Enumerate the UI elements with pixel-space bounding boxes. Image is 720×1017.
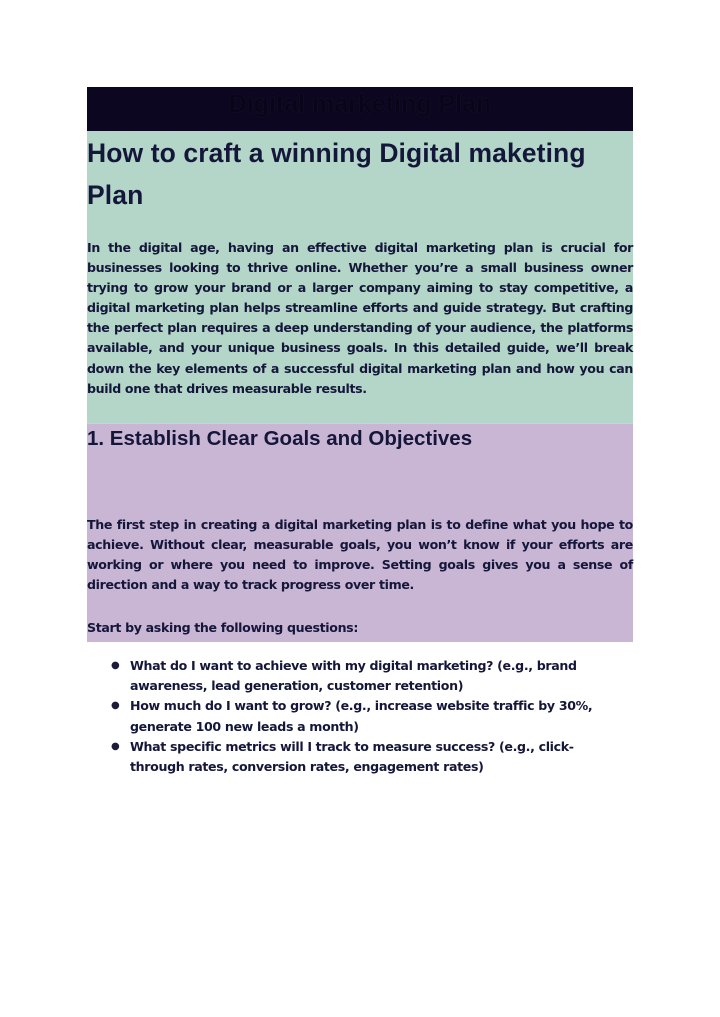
- bullet-icon: ●: [111, 740, 120, 752]
- intro-section: [87, 131, 633, 423]
- goals-heading: 1. Establish Clear Goals and Objectives: [87, 426, 473, 450]
- goals-paragraph: The first step in creating a digital marketing plan is to define what you hope to achieve. Without clear, measurable goals, you won’t know if your efforts are working or where you need to improve. Setting goals gives you a sense of direction and a way to track progress over time.: [87, 516, 633, 593]
- questions-list: [87, 656, 633, 777]
- question-text: What do I want to achieve with my digital marketing? (e.g., brand awareness, lead generation, customer retention): [130, 658, 577, 694]
- list-item: [87, 737, 633, 777]
- question-text: How much do I want to grow? (e.g., increase website traffic by 30%, generate 100 new leads a month): [130, 698, 593, 734]
- header-bar: [87, 87, 633, 131]
- intro-paragraph: In the digital age, having an effective digital marketing plan is crucial for businesses looking to thrive online. Whether you’re a small business owner trying to grow your brand or a larger company aiming to stay competitive, a digital marketing plan helps streamline efforts and guide strategy. But crafting the perfect plan requires a deep understanding of your audience, the platforms available, and your unique business goals. In this detailed guide, we’ll break down the key elements of a successful digital marketing plan and how you can build one that drives measurable results.: [87, 240, 633, 396]
- document-page: [87, 87, 633, 777]
- questions-intro: Start by asking the following questions:: [87, 620, 359, 636]
- header-title: Digital marketing Plan: [228, 90, 492, 118]
- bullet-icon: ●: [111, 660, 120, 672]
- intro-heading: How to craft a winning Digital maketing Plan: [87, 138, 586, 210]
- list-item: [87, 656, 633, 696]
- question-text: What specific metrics will I track to measure success? (e.g., click-through rates, conversion rates, engagement rates): [130, 738, 574, 774]
- goals-section: [87, 423, 633, 642]
- list-item: [87, 696, 633, 736]
- bullet-icon: ●: [111, 700, 120, 712]
